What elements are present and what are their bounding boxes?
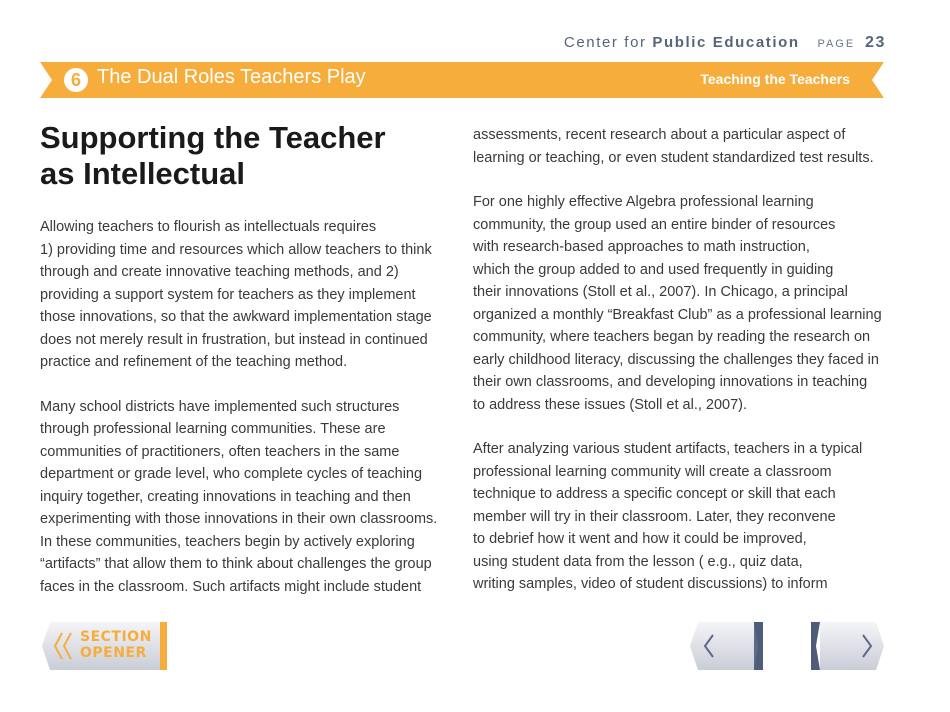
previous-page-button[interactable] <box>688 621 764 671</box>
org-name-prefix: Center for <box>563 34 647 51</box>
chapter-title: The Dual Roles Teachers Play <box>97 66 366 88</box>
next-page-button[interactable] <box>810 621 886 671</box>
right-column <box>473 124 893 618</box>
chapter-number-badge: 6 <box>64 68 88 92</box>
chevron-left-icon <box>702 633 716 659</box>
page-header <box>564 34 886 52</box>
page-number: 23 <box>865 34 886 51</box>
paragraph: assessments, recent research about a particular aspect of learning or teaching, or even student standardized test results. <box>473 127 874 166</box>
previous-page-shape <box>688 621 764 671</box>
paragraph: For one highly effective Algebra professional learning community, the group used an entire binder of resources with research-based approaches to math instruction, which the group added to and used frequently in guiding their innovations (Stoll et al., 2007). In Chicago, a principal organized a monthly “Breakfast Club” as a professional learning community, where teachers began by reading the research on early childhood literacy, discussing the challenges they faced in their own classrooms, and developing innovations in teaching to address these issues (Stoll et al., 2007). <box>473 194 882 413</box>
section-opener-label: SECTION OPENER <box>80 629 152 661</box>
paragraph: Many school districts have implemented such structures through professional learning communities. These are communities of practitioners, often teachers in the same department or grade level, who complete cycles of teaching inquiry together, creating innovations in teaching and then experimenting with those innovations in their own classrooms. In these communities, teachers begin by actively exploring “artifacts” that allow them to think about challenges the group faces in the classroom. Such artifacts might include student <box>40 398 438 595</box>
double-chevron-left-icon <box>52 631 76 661</box>
page-label: PAGE <box>817 38 856 50</box>
chapter-banner <box>40 62 884 98</box>
org-name-bold: Public Education <box>652 34 800 51</box>
left-column <box>40 120 455 620</box>
paragraph: Allowing teachers to flourish as intellectuals requires 1) providing time and resources which allow teachers to think through and create innovative teaching methods, and 2) providing a support system for teachers as they implement those innovations, so that the awkward implementation stage does not merely result in frustration, but instead in continued practice and refinement of the teaching method. <box>40 219 432 370</box>
next-page-shape <box>810 621 886 671</box>
section-name: Teaching the Teachers <box>700 71 850 87</box>
section-opener-button[interactable] <box>40 621 168 671</box>
chevron-right-icon <box>860 633 874 659</box>
paragraph: After analyzing various student artifacts, teachers in a typical professional learning community will create a classroom technique to address a specific concept or skill that each member will try in their classroom. Later, they reconvene to debrief how it went and how it could be improved, using student data from the lesson ( e.g., quiz data, writing samples, video of student discussions) to inform <box>473 441 863 592</box>
article-title: Supporting the Teacher as Intellectual <box>40 120 386 191</box>
